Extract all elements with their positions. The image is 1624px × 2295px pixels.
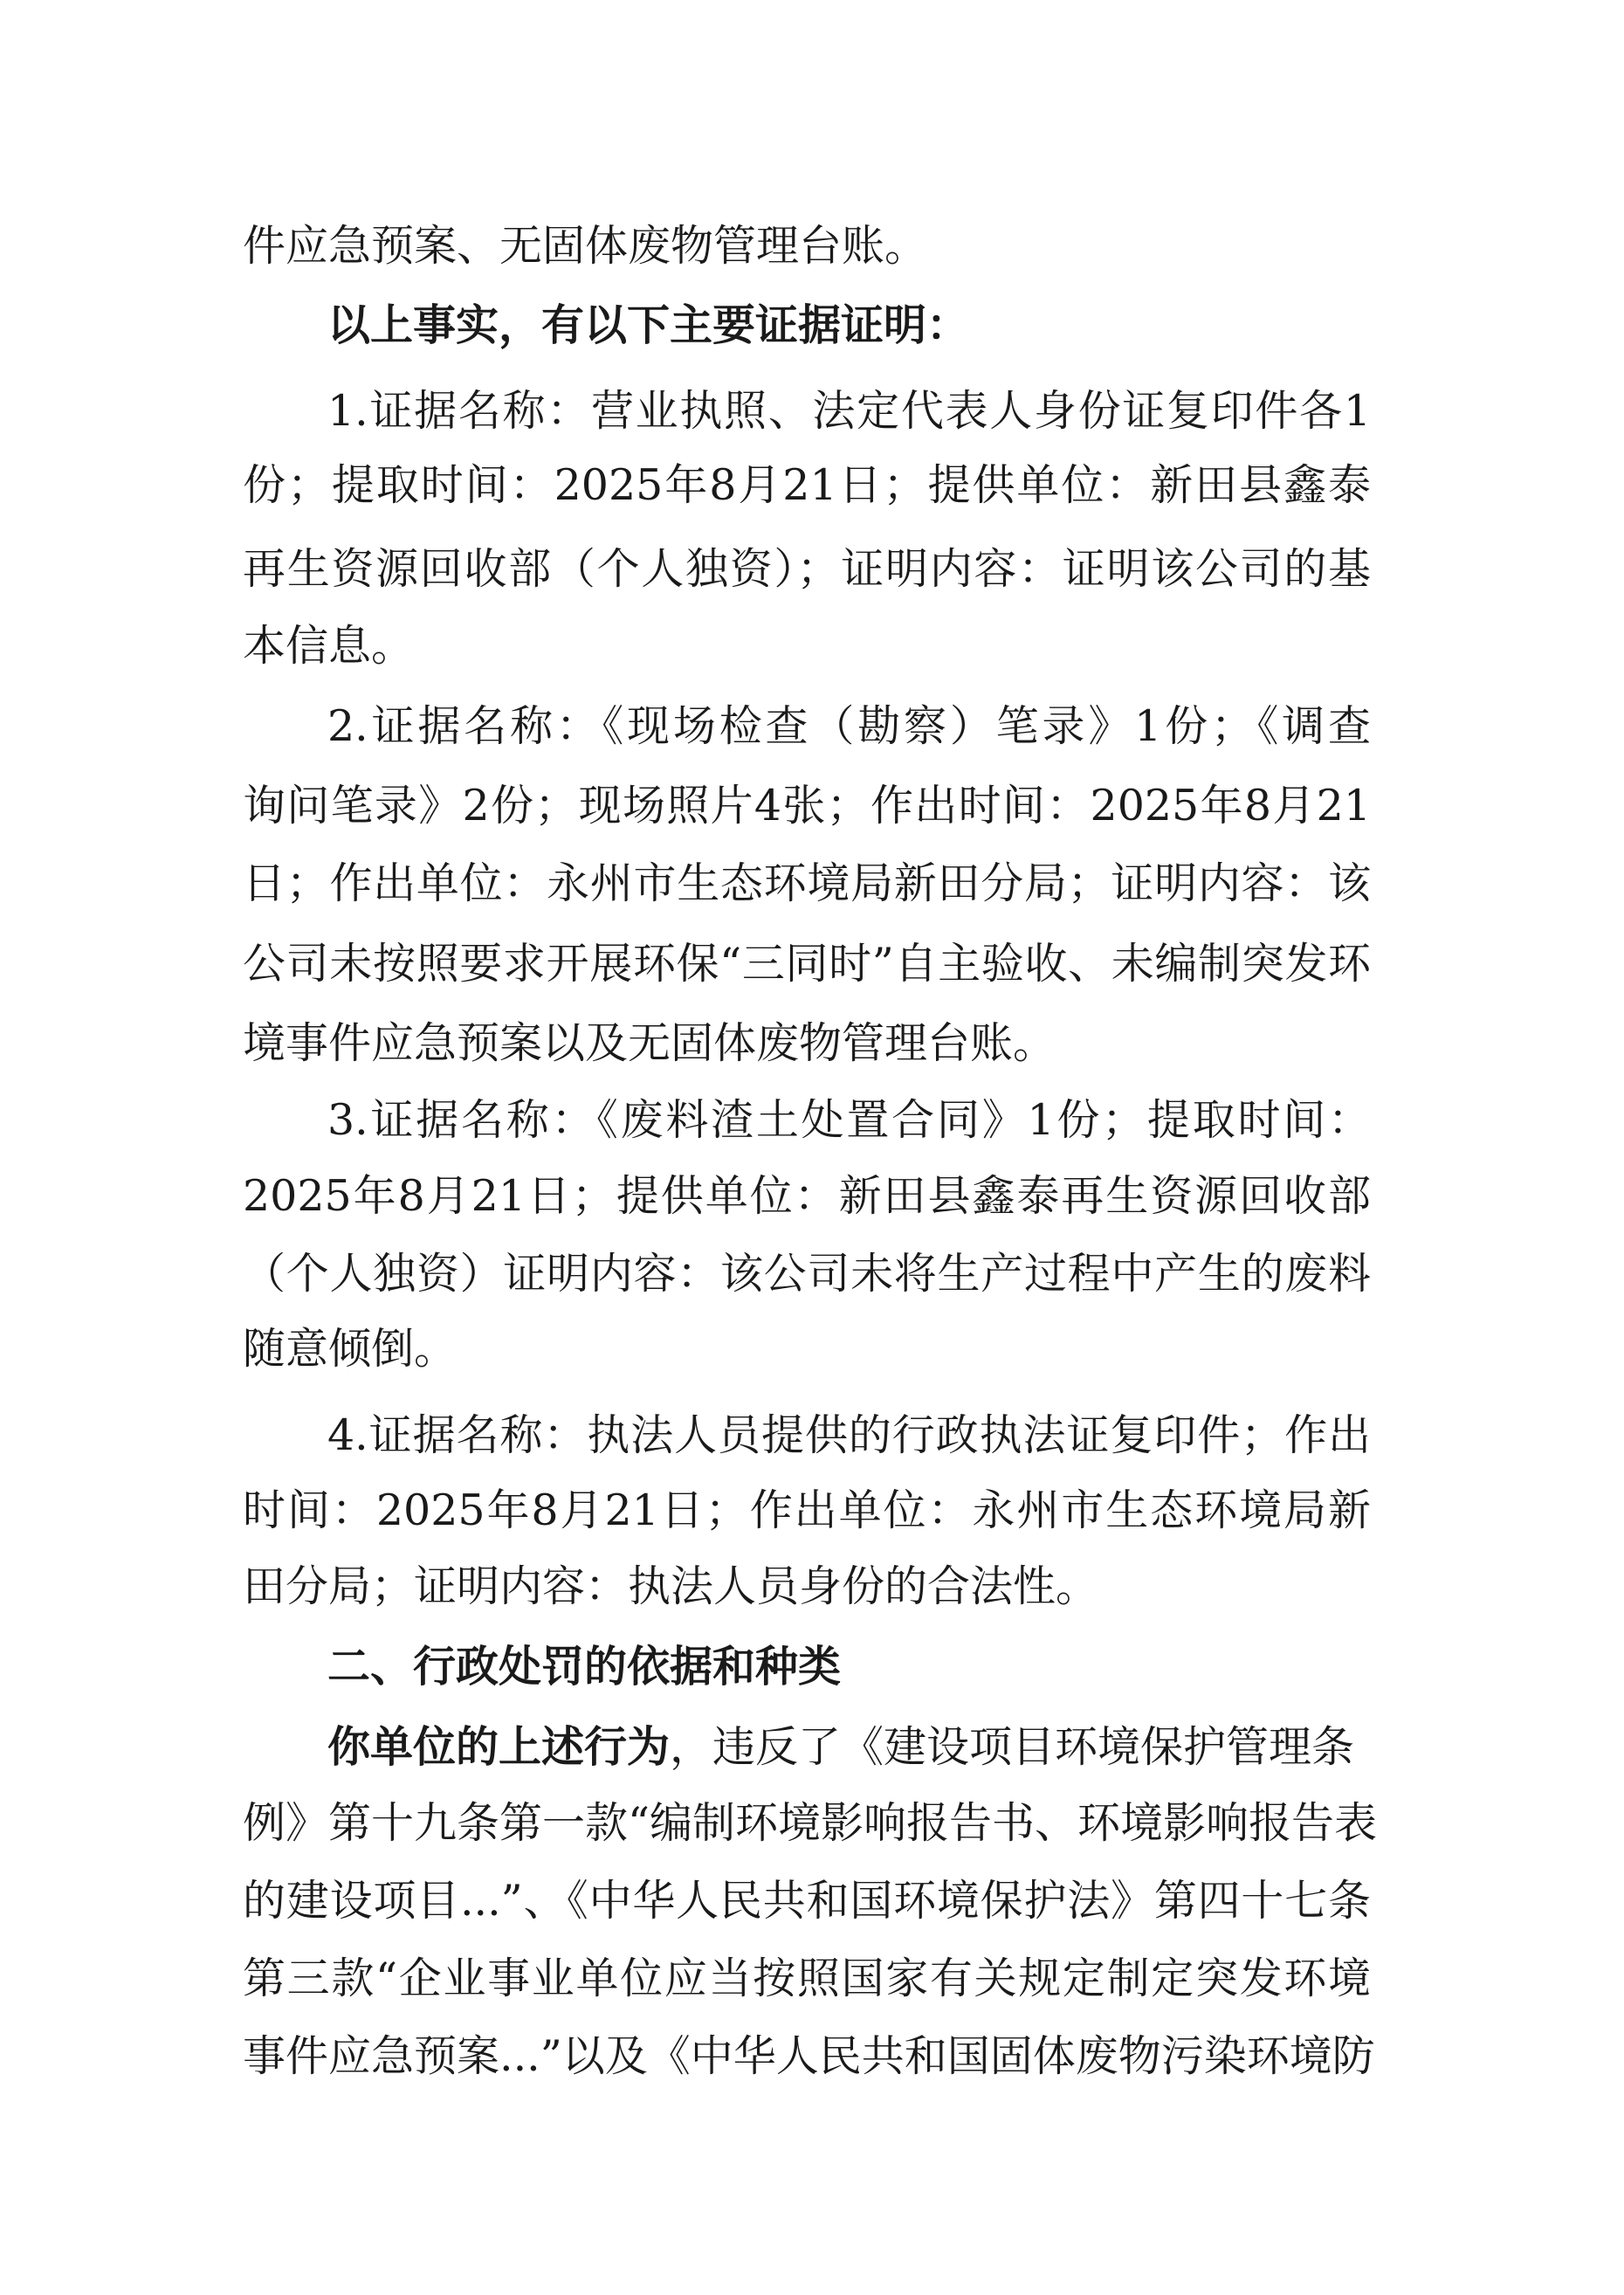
- paragraph-text: ，违反了《建设项目环境保护管理条: [670, 1722, 1355, 1772]
- evidence-2-line: 询问笔录》2份；现场照片4张；作出时间：2025年8月21: [243, 781, 1372, 830]
- evidence-2-line: 境事件应急预案以及无固体废物管理台账。: [243, 1018, 1056, 1068]
- section-intro-heading: 以上事实，有以下主要证据证明：: [327, 300, 970, 350]
- evidence-2-line: 公司未按照要求开展环保“三同时”自主验收、未编制突发环: [243, 939, 1371, 989]
- evidence-1-line: 1.证据名称：营业执照、法定代表人身份证复印件各1: [327, 386, 1371, 436]
- evidence-4-line: 时间：2025年8月21日；作出单位：永州市生态环境局新: [243, 1485, 1371, 1535]
- evidence-2-line: 日；作出单位：永州市生态环境局新田分局；证明内容：该: [243, 858, 1371, 908]
- evidence-1-line: 份；提取时间：2025年8月21日；提供单位：新田县鑫泰: [243, 460, 1371, 510]
- paragraph-line: 事件应急预案...”以及《中华人民共和国固体废物污染环境防: [243, 2031, 1375, 2081]
- bold-lead-text: 你单位的上述行为: [327, 1721, 671, 1772]
- evidence-2-line: 2.证据名称：《现场检查（勘察）笔录》1份；《调查: [327, 701, 1371, 751]
- evidence-3-line: 2025年8月21日；提供单位：新田县鑫泰再生资源回收部: [243, 1171, 1371, 1221]
- evidence-3-line: 随意倾倒。: [243, 1324, 458, 1374]
- evidence-4-line: 4.证据名称：执法人员提供的行政执法证复印件；作出: [327, 1410, 1371, 1460]
- evidence-1-line: 再生资源回收部（个人独资）；证明内容：证明该公司的基: [243, 544, 1371, 594]
- paragraph-line: [327, 1720, 1371, 1774]
- section-heading: 二、行政处罚的依据和种类: [327, 1641, 842, 1692]
- paragraph-line: 第三款“企业事业单位应当按照国家有关规定制定突发环境: [243, 1954, 1371, 2003]
- paragraph-line: 例》第十九条第一款“编制环境影响报告书、环境影响报告表: [243, 1798, 1378, 1848]
- evidence-3-line: （个人独资）证明内容：该公司未将生产过程中产生的废料: [243, 1249, 1371, 1299]
- paragraph-line: 的建设项目...”、《中华人民共和国环境保护法》第四十七条: [243, 1876, 1371, 1926]
- evidence-3-line: 3.证据名称：《废料渣土处置合同》1份；提取时间：: [327, 1095, 1371, 1145]
- evidence-4-line: 田分局；证明内容：执法人员身份的合法性。: [243, 1561, 1099, 1611]
- paragraph-line: 件应急预案、无固体废物管理台账。: [243, 221, 928, 271]
- evidence-1-line: 本信息。: [243, 621, 415, 671]
